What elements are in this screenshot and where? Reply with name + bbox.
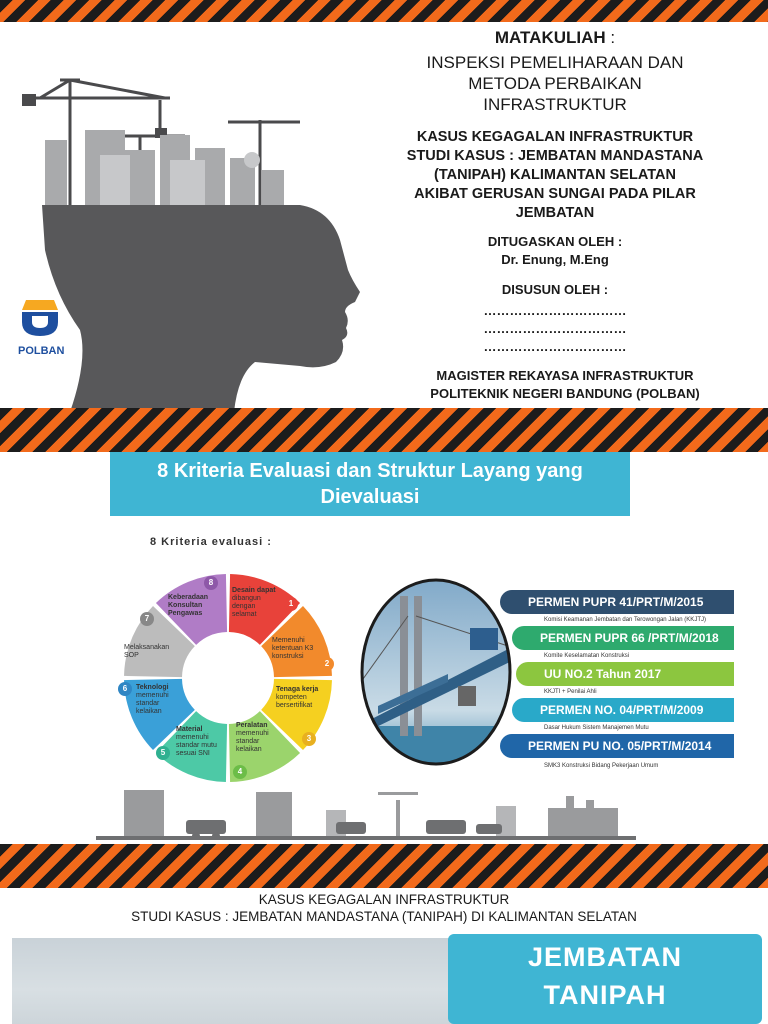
case-title-line: STUDI KASUS : JEMBATAN MANDASTANA: [406, 148, 704, 164]
course-heading: [380, 28, 730, 48]
criteria-text: Konsultan Pengawas: [168, 602, 203, 617]
criteria-donut-chart: [112, 572, 344, 784]
bridge-photo: [358, 576, 514, 768]
hazard-stripe-lower: [0, 844, 768, 888]
criteria-label-3: [276, 686, 330, 710]
criteria-banner: [110, 452, 630, 516]
criteria-label-8: [168, 594, 218, 618]
criteria-text: memenuhi standar kelaikan: [236, 730, 269, 753]
banner-line: 8 Kriteria Evaluasi dan Struktur Layang yang: [157, 460, 583, 482]
criteria-label-2: [272, 637, 330, 661]
regulation-desc: KKJTI + Penilai Ahli: [544, 689, 597, 695]
criteria-label-1: [232, 587, 280, 619]
course-title-line: INSPEKSI PEMELIHARAAN DAN: [426, 53, 684, 72]
course-title-line: INFRASTRUKTUR: [483, 95, 627, 114]
regulation-desc: Komite Keselamatan Konstruksi: [544, 653, 630, 659]
criteria-number-6: 6: [118, 682, 132, 696]
course-title-line: METODA PERBAIKAN: [468, 74, 642, 93]
criteria-bold: Keberadaan: [168, 594, 209, 601]
banner-line: Dievaluasi: [320, 486, 420, 508]
criteria-text: memenuhi standar mutu sesuai SNI: [176, 734, 217, 757]
criteria-number-2: 2: [320, 657, 334, 671]
criteria-number-4: 4: [233, 765, 247, 779]
regulation-banner: PERMEN PU NO. 05/PRT/M/2014: [500, 734, 734, 758]
regulation-banner: PERMEN PUPR 66 /PRT/M/2018: [512, 626, 734, 650]
case-title: [372, 128, 738, 223]
regulation-desc: Dasar Hukum Sistem Manajemen Mutu: [544, 725, 649, 731]
criteria-text: memenuhi standar kelaikan: [136, 692, 169, 715]
matakuliah-colon: :: [605, 28, 616, 47]
polban-emblem-icon: [18, 298, 62, 338]
compiled-by: [380, 281, 730, 356]
assigned-name: Dr. Enung, M.Eng: [501, 252, 609, 267]
badge-line: TANIPAH: [543, 980, 667, 1010]
regulation-banner: PERMEN PUPR 41/PRT/M/2015: [500, 590, 734, 614]
matakuliah-label: MATAKULIAH: [494, 28, 606, 47]
criteria-text: kompeten bersertifikat: [276, 694, 313, 709]
criteria-number-1: 1: [284, 597, 298, 611]
criteria-subtitle: 8 Kriteria evaluasi :: [150, 536, 272, 548]
dotted-line: ……………………………: [483, 303, 627, 318]
institution-line: POLITEKNIK NEGERI BANDUNG (POLBAN): [430, 386, 700, 401]
institution-line: MAGISTER REKAYASA INFRASTRUKTUR: [436, 368, 694, 383]
assigned-label: DITUGASKAN OLEH :: [487, 234, 623, 249]
criteria-number-3: 3: [302, 732, 316, 746]
hazard-stripe-top: [0, 0, 768, 22]
compiled-label: DISUSUN OLEH :: [501, 282, 609, 297]
criteria-bold: Desain dapat: [232, 587, 276, 594]
polban-logo: [18, 298, 65, 360]
regulation-banner: UU NO.2 Tahun 2017: [516, 662, 734, 686]
construction-skyline-illustration: [96, 780, 636, 840]
criteria-label-4: [236, 722, 286, 754]
case-title-line: (TANIPAH) KALIMANTAN SELATAN: [434, 167, 676, 183]
slide3-heading: [0, 891, 768, 925]
criteria-bold: Material: [176, 726, 203, 733]
slide3-heading-line: KASUS KEGAGALAN INFRASTRUKTUR: [258, 892, 510, 907]
badge-line: JEMBATAN: [528, 942, 682, 972]
criteria-number-8: 8: [204, 576, 218, 590]
criteria-label-7: [124, 644, 172, 660]
tanipah-badge: [448, 934, 762, 1024]
criteria-number-5: 5: [156, 746, 170, 760]
dotted-line: ……………………………: [483, 321, 627, 336]
criteria-text: Melaksanakan SOP: [124, 644, 170, 659]
criteria-number-7: 7: [140, 612, 154, 626]
criteria-text: dibangun dengan selamat: [232, 595, 261, 618]
case-title-line: KASUS KEGAGALAN INFRASTRUKTUR: [416, 129, 694, 145]
polban-logo-text: POLBAN: [18, 345, 65, 357]
regulation-banner: PERMEN NO. 04/PRT/M/2009: [512, 698, 734, 722]
criteria-label-5: [176, 726, 224, 758]
criteria-label-6: [136, 684, 182, 716]
case-title-line: JEMBATAN: [515, 205, 595, 221]
course-title: [380, 52, 730, 115]
dotted-line: ……………………………: [483, 339, 627, 354]
slide3-heading-line: STUDI KASUS : JEMBATAN MANDASTANA (TANIPAH) DI KALIMANTAN SELATAN: [131, 909, 637, 924]
institution: [380, 367, 750, 403]
assigned-by: [380, 233, 730, 269]
criteria-bold: Teknologi: [136, 684, 169, 691]
criteria-bold: Tenaga kerja: [276, 686, 319, 693]
regulation-desc: SMK3 Konstruksi Bidang Pekerjaan Umum: [544, 763, 659, 769]
hazard-stripe-mid: [0, 408, 768, 452]
criteria-bold: Peralatan: [236, 722, 268, 729]
regulation-desc: Komisi Keamanan Jembatan dan Terowongan Jalan (KKJTJ): [544, 617, 706, 623]
criteria-text: Memenuhi ketentuan K3 konstruksi: [272, 637, 314, 660]
case-title-line: AKIBAT GERUSAN SUNGAI PADA PILAR: [414, 186, 696, 202]
